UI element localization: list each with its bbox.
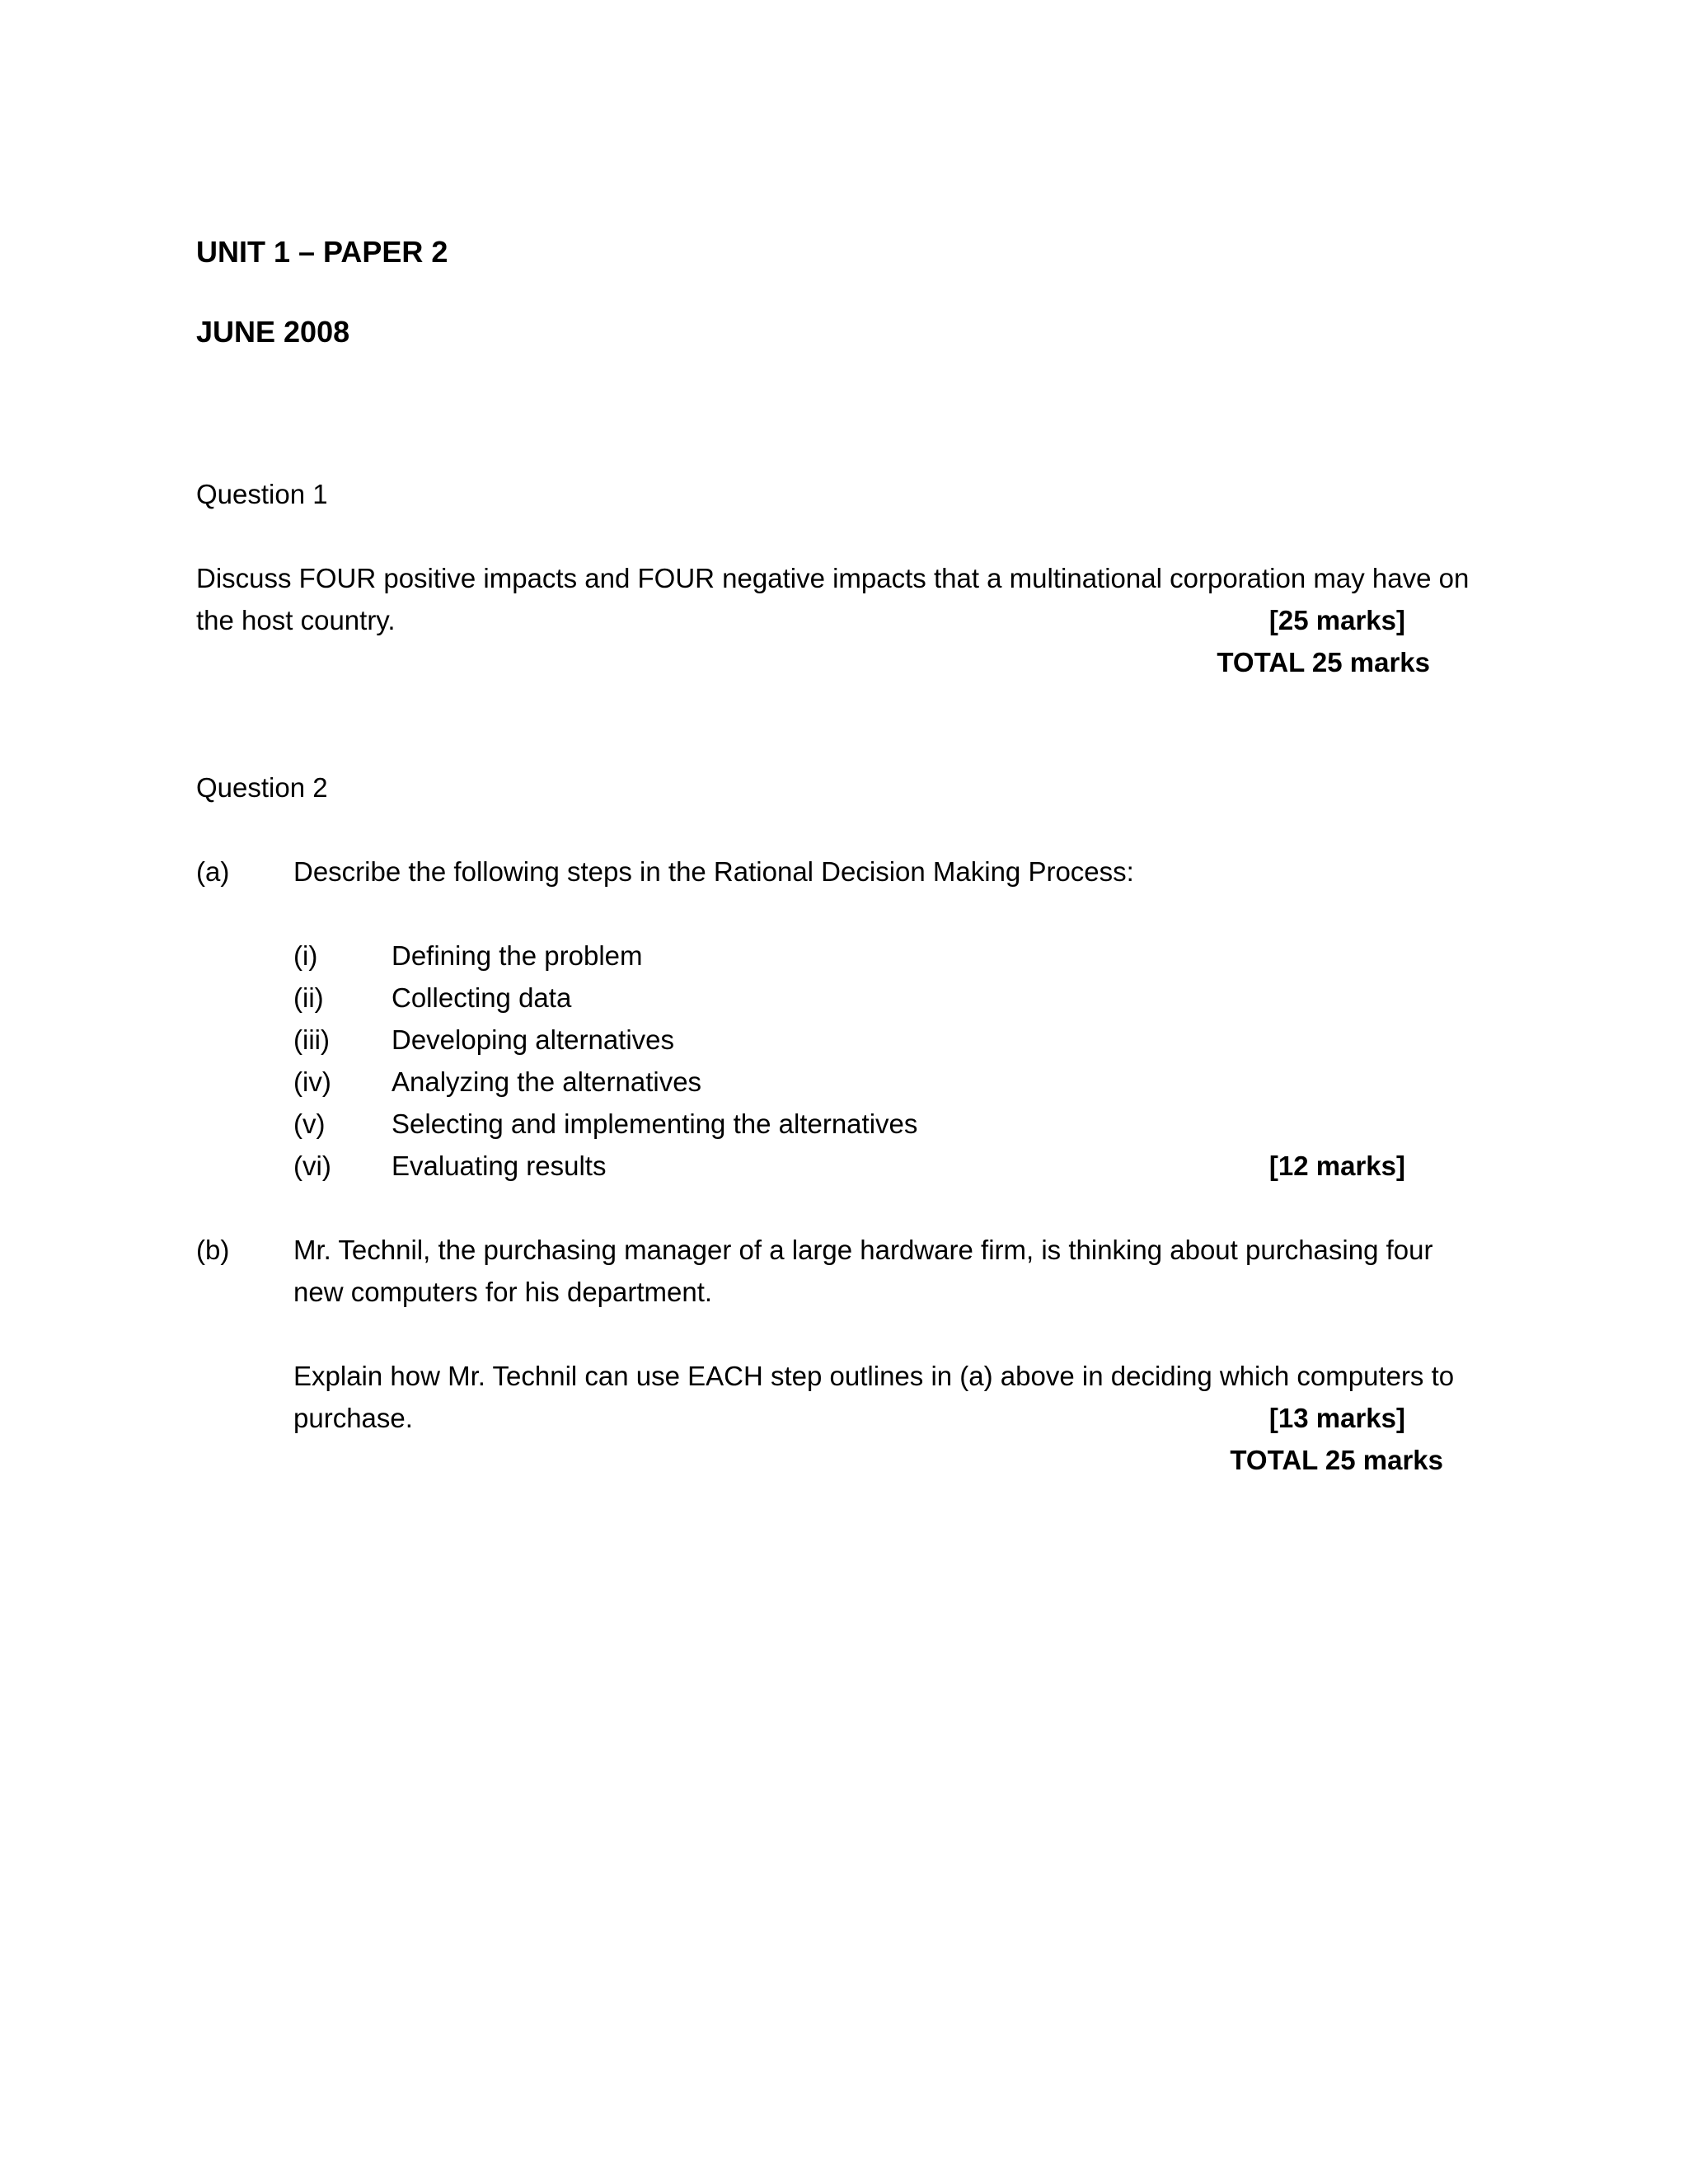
- part-a-marks: [12 marks]: [1268, 1151, 1405, 1181]
- step-number: (ii): [293, 982, 324, 1013]
- step-text: Evaluating results: [392, 1151, 607, 1181]
- step-number: (vi): [293, 1151, 331, 1181]
- step-number: (iii): [293, 1024, 330, 1055]
- part-b-label: (b): [196, 1235, 230, 1265]
- question-1-text-line-1: Discuss FOUR positive impacts and FOUR negative impacts that a multinational corporation may have on: [196, 563, 1470, 593]
- part-b-marks: [13 marks]: [1268, 1403, 1405, 1433]
- step-number: (iv): [293, 1066, 331, 1097]
- question-2-total: TOTAL 25 marks: [1230, 1445, 1443, 1475]
- question-1-text-line-2: the host country.: [196, 605, 396, 635]
- part-b-para-2-line-1: Explain how Mr. Technil can use EACH step outlines in (a) above in deciding which computers to: [293, 1361, 1455, 1391]
- part-b-para-1-line-2: new computers for his department.: [293, 1277, 713, 1307]
- step-text: Selecting and implementing the alternatives: [392, 1108, 918, 1139]
- question-1-marks: [25 marks]: [1268, 605, 1405, 635]
- part-b-para-1-line-1: Mr. Technil, the purchasing manager of a large hardware firm, is thinking about purchasing four: [293, 1235, 1433, 1265]
- question-1-total: TOTAL 25 marks: [1217, 647, 1430, 677]
- step-text: Defining the problem: [392, 940, 643, 971]
- part-a-label: (a): [196, 856, 230, 887]
- session-heading: JUNE 2008: [196, 315, 350, 349]
- step-text: Collecting data: [392, 982, 572, 1013]
- step-text: Developing alternatives: [392, 1024, 675, 1055]
- part-b-para-2-line-2: purchase.: [293, 1403, 413, 1433]
- question-2-title: Question 2: [196, 772, 328, 803]
- step-number: (v): [293, 1108, 326, 1139]
- question-1-title: Question 1: [196, 479, 328, 509]
- part-a-text: Describe the following steps in the Rational Decision Making Process:: [293, 856, 1134, 887]
- step-text: Analyzing the alternatives: [392, 1066, 702, 1097]
- step-number: (i): [293, 940, 318, 971]
- unit-paper-heading: UNIT 1 – PAPER 2: [196, 235, 448, 269]
